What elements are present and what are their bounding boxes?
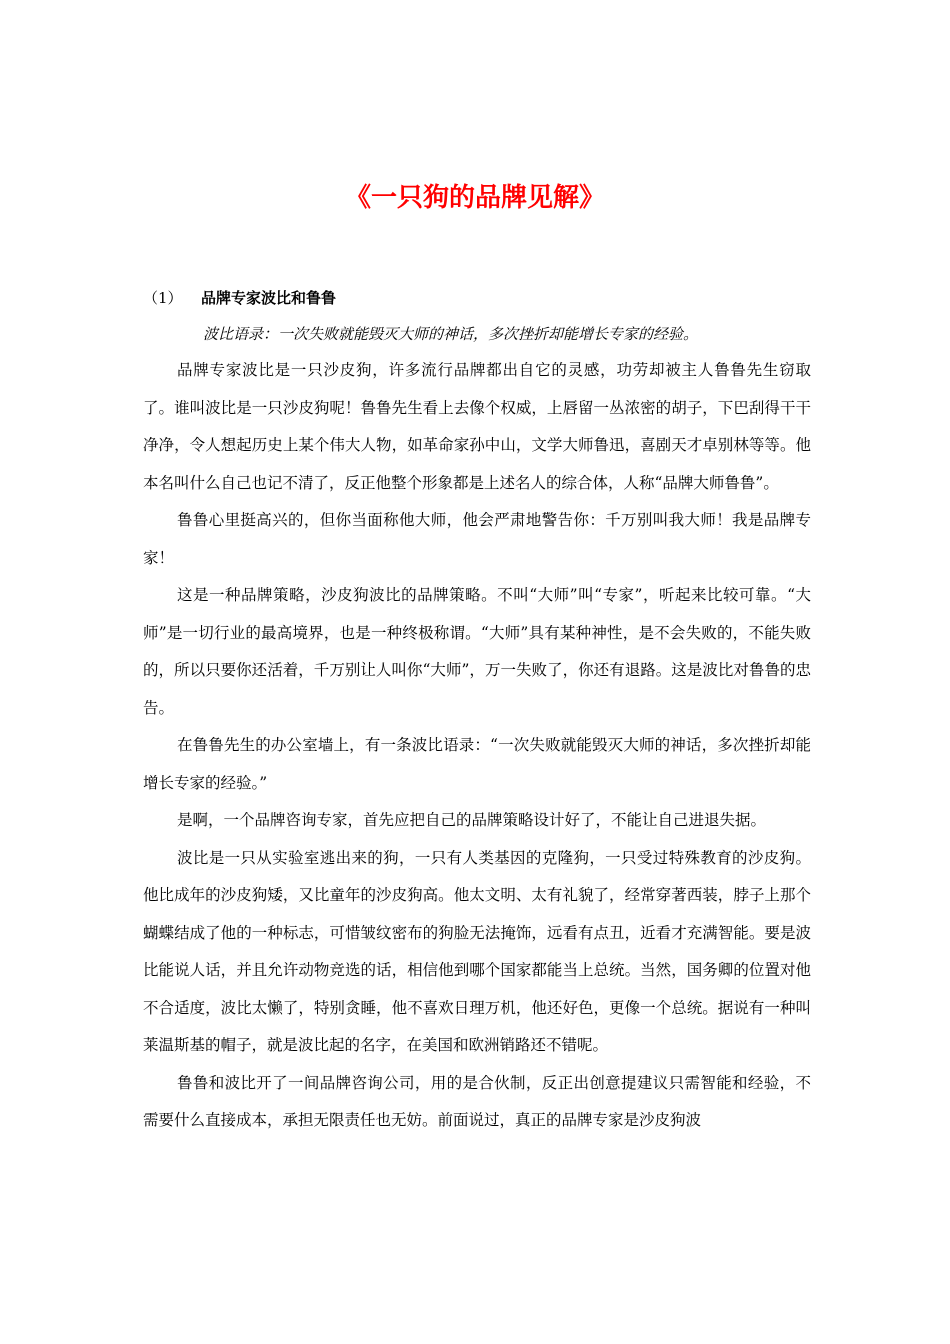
paragraph-5: 是啊，一个品牌咨询专家，首先应把自己的品牌策略设计好了，不能让自己进退失据。 — [177, 811, 767, 829]
section-heading-text: 品牌专家波比和鲁鲁 — [201, 289, 337, 307]
section-number: （1） — [143, 289, 183, 307]
paragraph-4: 在鲁鲁先生的办公室墙上，有一条波比语录：“一次失败就能毁灭大师的神话，多次挫折却能增长专家的经验。” — [143, 736, 811, 792]
document-title: 《一只狗的品牌见解》 — [344, 183, 605, 213]
paragraph-2: 鲁鲁心里挺高兴的，但你当面称他大师，他会严肃地警告你：千万别叫我大师！我是品牌专家！ — [143, 511, 811, 567]
paragraph-6: 波比是一只从实验室逃出来的狗，一只有人类基因的克隆狗，一只受过特殊教育的沙皮狗。他比成年的沙皮狗矮，又比童年的沙皮狗高。他太文明、太有礼貌了，经常穿著西装，脖子上那个蝴蝶结成了他的一种标志，可惜皱纹密布的狗脸无法掩饰，远看有点丑，近看才充满智能。要是波比能说人话，并且允许动物竞选的话，相信他到哪个国家都能当上总统。当然，国务卿的位置对他不合适度，波比太懒了，特别贪睡，他不喜欢日理万机，他还好色，更像一个总统。据说有一种叫莱温斯基的帽子，就是波比起的名字，在美国和欧洲销路还不错呢。 — [143, 848, 811, 1054]
paragraph-7: 鲁鲁和波比开了一间品牌咨询公司，用的是合伙制，反正出创意提建议只需智能和经验，不需要什么直接成本，承担无限责任也无妨。前面说过，真正的品牌专家是沙皮狗波 — [143, 1073, 811, 1129]
paragraph-1: 品牌专家波比是一只沙皮狗，许多流行品牌都出自它的灵感，功劳却被主人鲁鲁先生窃取了。谁叫波比是一只沙皮狗呢！鲁鲁先生看上去像个权威，上唇留一丛浓密的胡子，下巴刮得干干净净，令人想起历史上某个伟大人物，如革命家孙中山，文学大师鲁迅，喜剧天才卓别林等等。他本名叫什么自己也记不清了，反正他整个形象都是上述名人的综合体，人称“品牌大师鲁鲁”。 — [143, 361, 811, 492]
epigraph-quote: 波比语录：一次失败就能毁灭大师的神话，多次挫折却能增长专家的经验。 — [203, 325, 699, 343]
paragraph-3: 这是一种品牌策略，沙皮狗波比的品牌策略。不叫“大师”叫“专家”，听起来比较可靠。“大师”是一切行业的最高境界，也是一种终极称谓。“大师”具有某种神性，是不会失败的，不能失败的，所以只要你还活着，千万别让人叫你“大师”，万一失败了，你还有退路。这是波比对鲁鲁的忠告。 — [143, 586, 811, 717]
document-body — [143, 280, 811, 1140]
section-heading — [143, 280, 811, 316]
